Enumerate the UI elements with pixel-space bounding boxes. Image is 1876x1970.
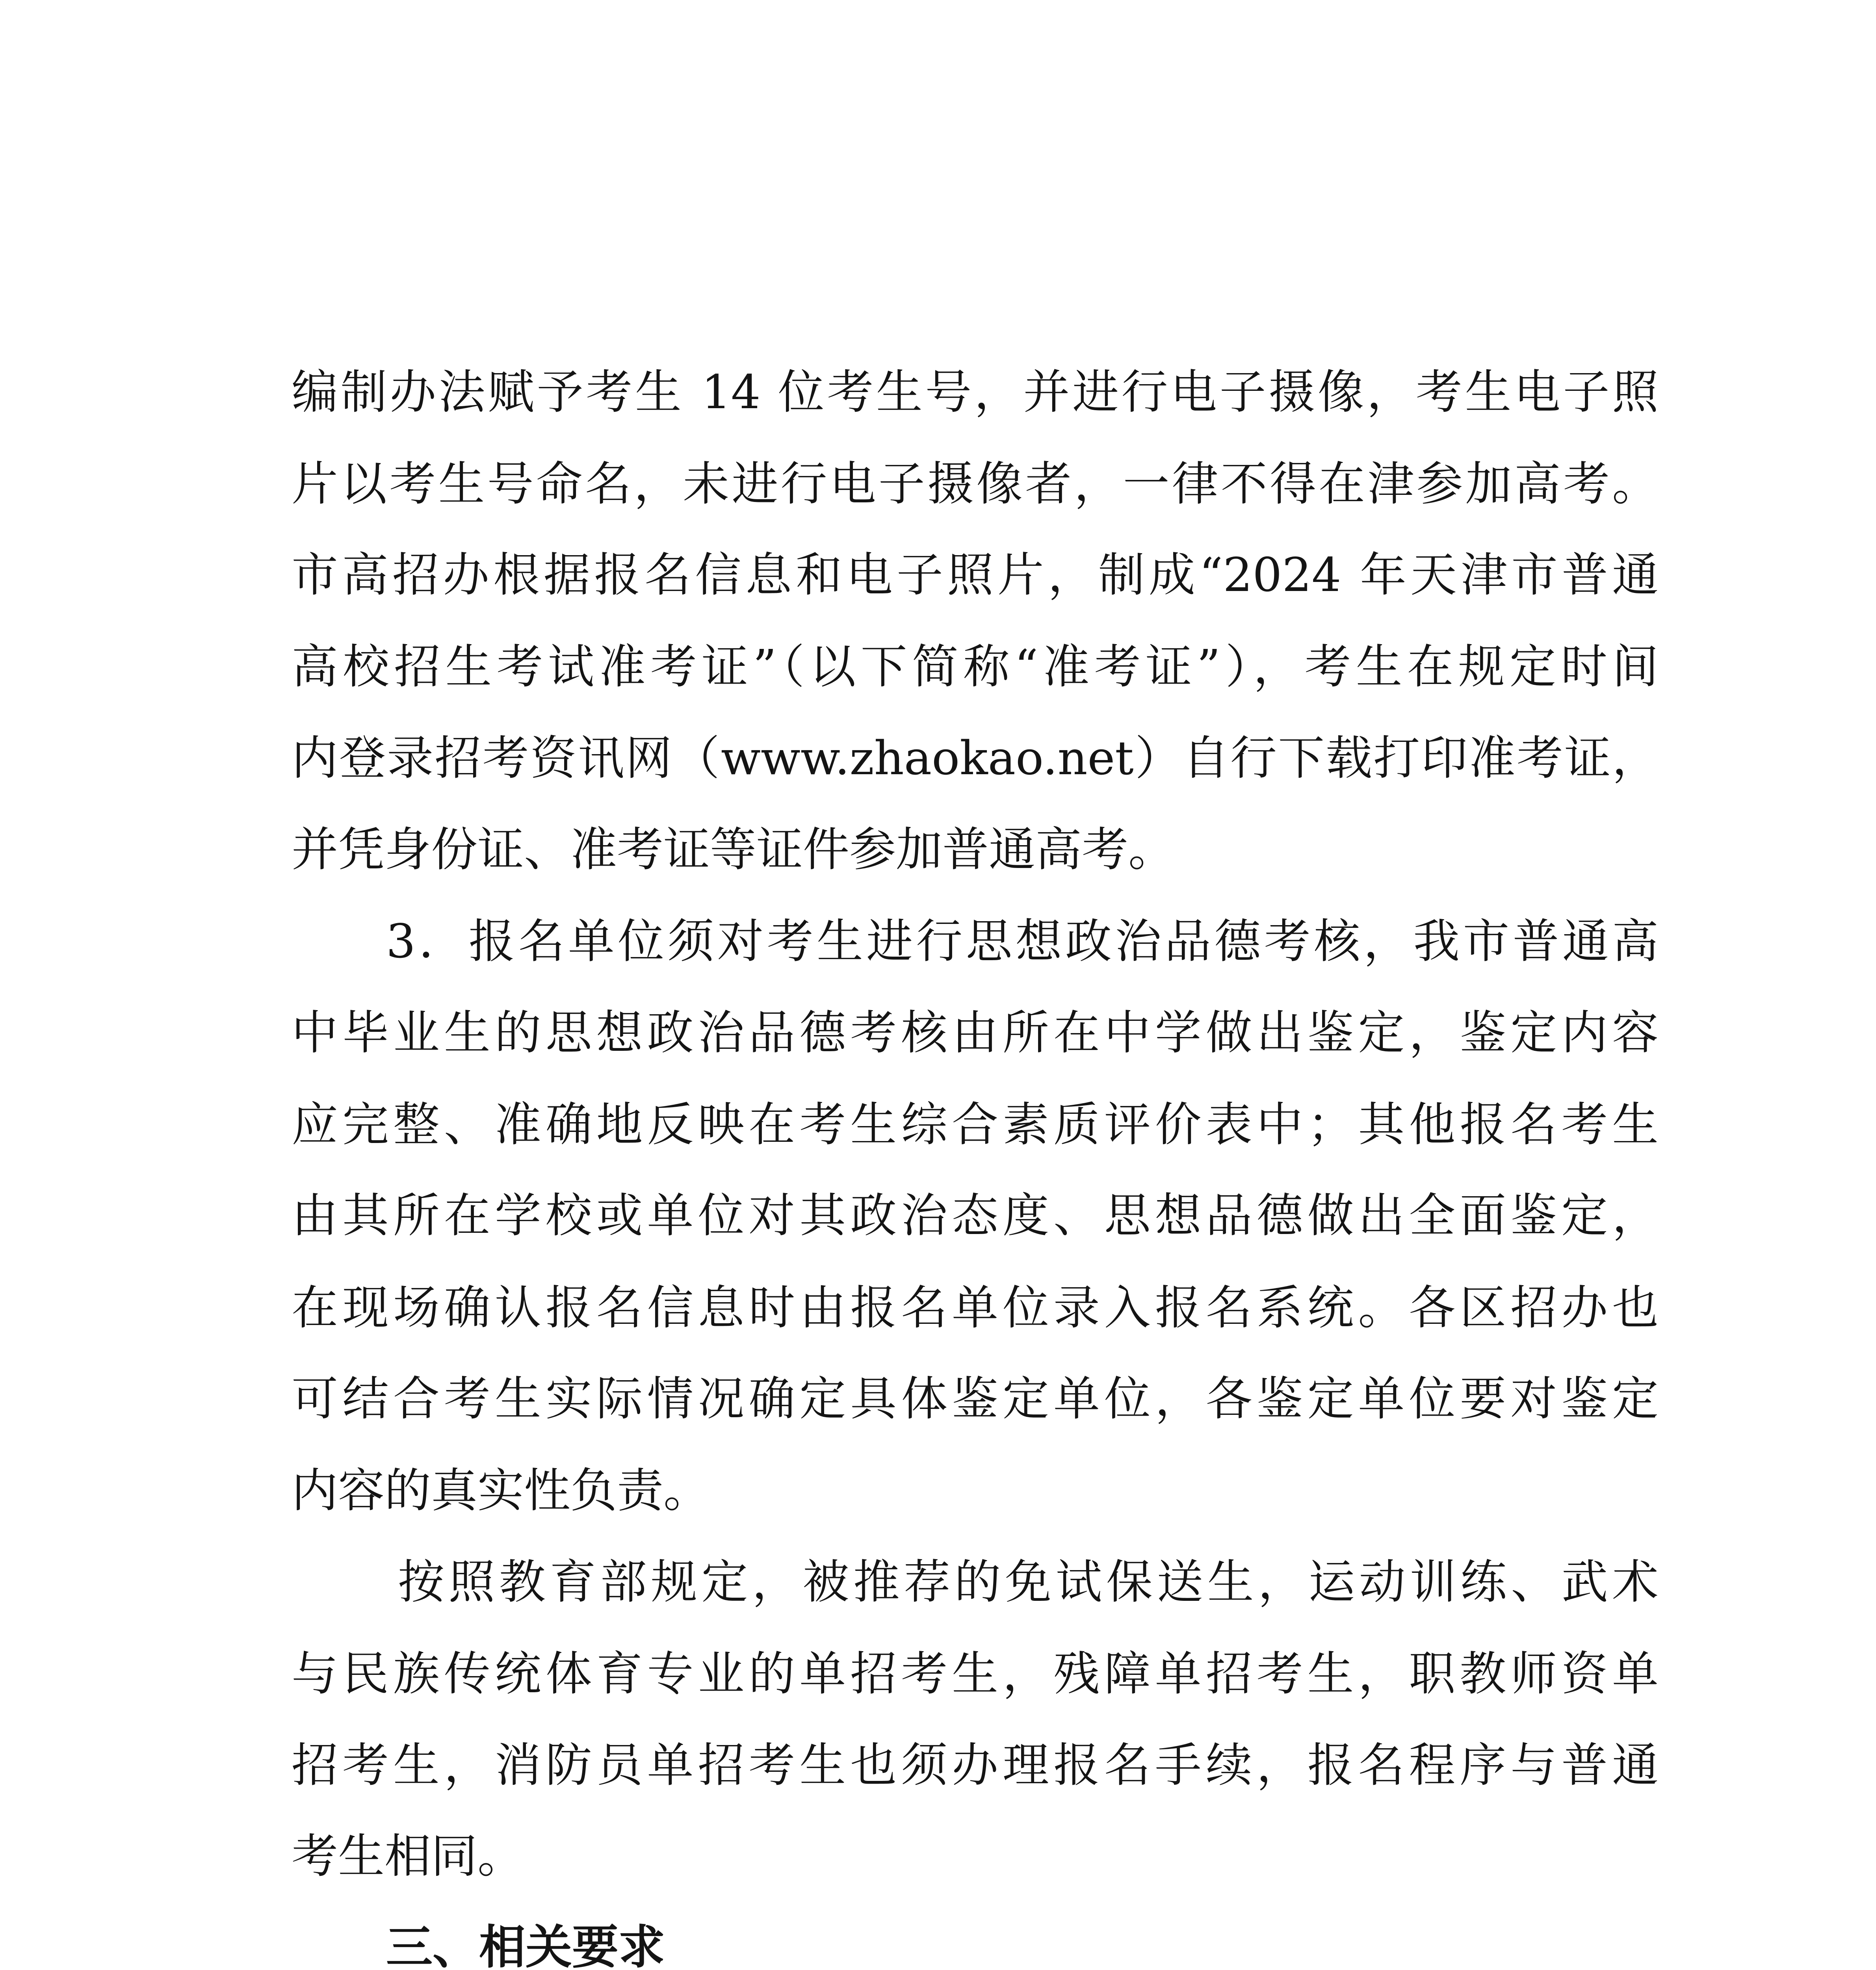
body-line: 与民族传统体育专业的单招考生，残障单招考生，职教师资单 <box>292 1647 1659 1701</box>
body-line: 并凭身份证、准考证等证件参加普通高考。 <box>292 822 1175 877</box>
body-line: 应完整、准确地反映在考生综合素质评价表中；其他报名考生 <box>292 1097 1659 1152</box>
body-line: 按照教育部规定，被推荐的免试保送生，运动训练、武术 <box>398 1555 1659 1609</box>
body-line: 3．报名单位须对考生进行思想政治品德考核，我市普通高 <box>386 914 1659 968</box>
body-line: 编制办法赋予考生 14 位考生号，并进行电子摄像，考生电子照 <box>292 365 1659 419</box>
body-line: 内容的真实性负责。 <box>292 1463 710 1518</box>
section-heading: 三、相关要求 <box>386 1920 665 1970</box>
body-line: 内登录招考资讯网（www.zhaokao.net）自行下载打印准考证， <box>292 731 1659 785</box>
body-line: 招考生，消防员单招考生也须办理报名手续，报名程序与普通 <box>292 1738 1659 1792</box>
body-line: 中毕业生的思想政治品德考核由所在中学做出鉴定，鉴定内容 <box>292 1005 1659 1060</box>
body-line: 考生相同。 <box>292 1829 524 1883</box>
body-line: 由其所在学校或单位对其政治态度、思想品德做出全面鉴定， <box>292 1188 1659 1243</box>
body-line: 在现场确认报名信息时由报名单位录入报名系统。各区招办也 <box>292 1280 1659 1335</box>
body-line: 片以考生号命名，未进行电子摄像者，一律不得在津参加高考。 <box>292 457 1659 511</box>
body-line: 市高招办根据报名信息和电子照片，制成“2024 年天津市普通 <box>292 548 1659 602</box>
body-line: 可结合考生实际情况确定具体鉴定单位，各鉴定单位要对鉴定 <box>292 1372 1659 1426</box>
body-line: 高校招生考试准考证”（以下简称“准考证”），考生在规定时间 <box>292 639 1659 694</box>
